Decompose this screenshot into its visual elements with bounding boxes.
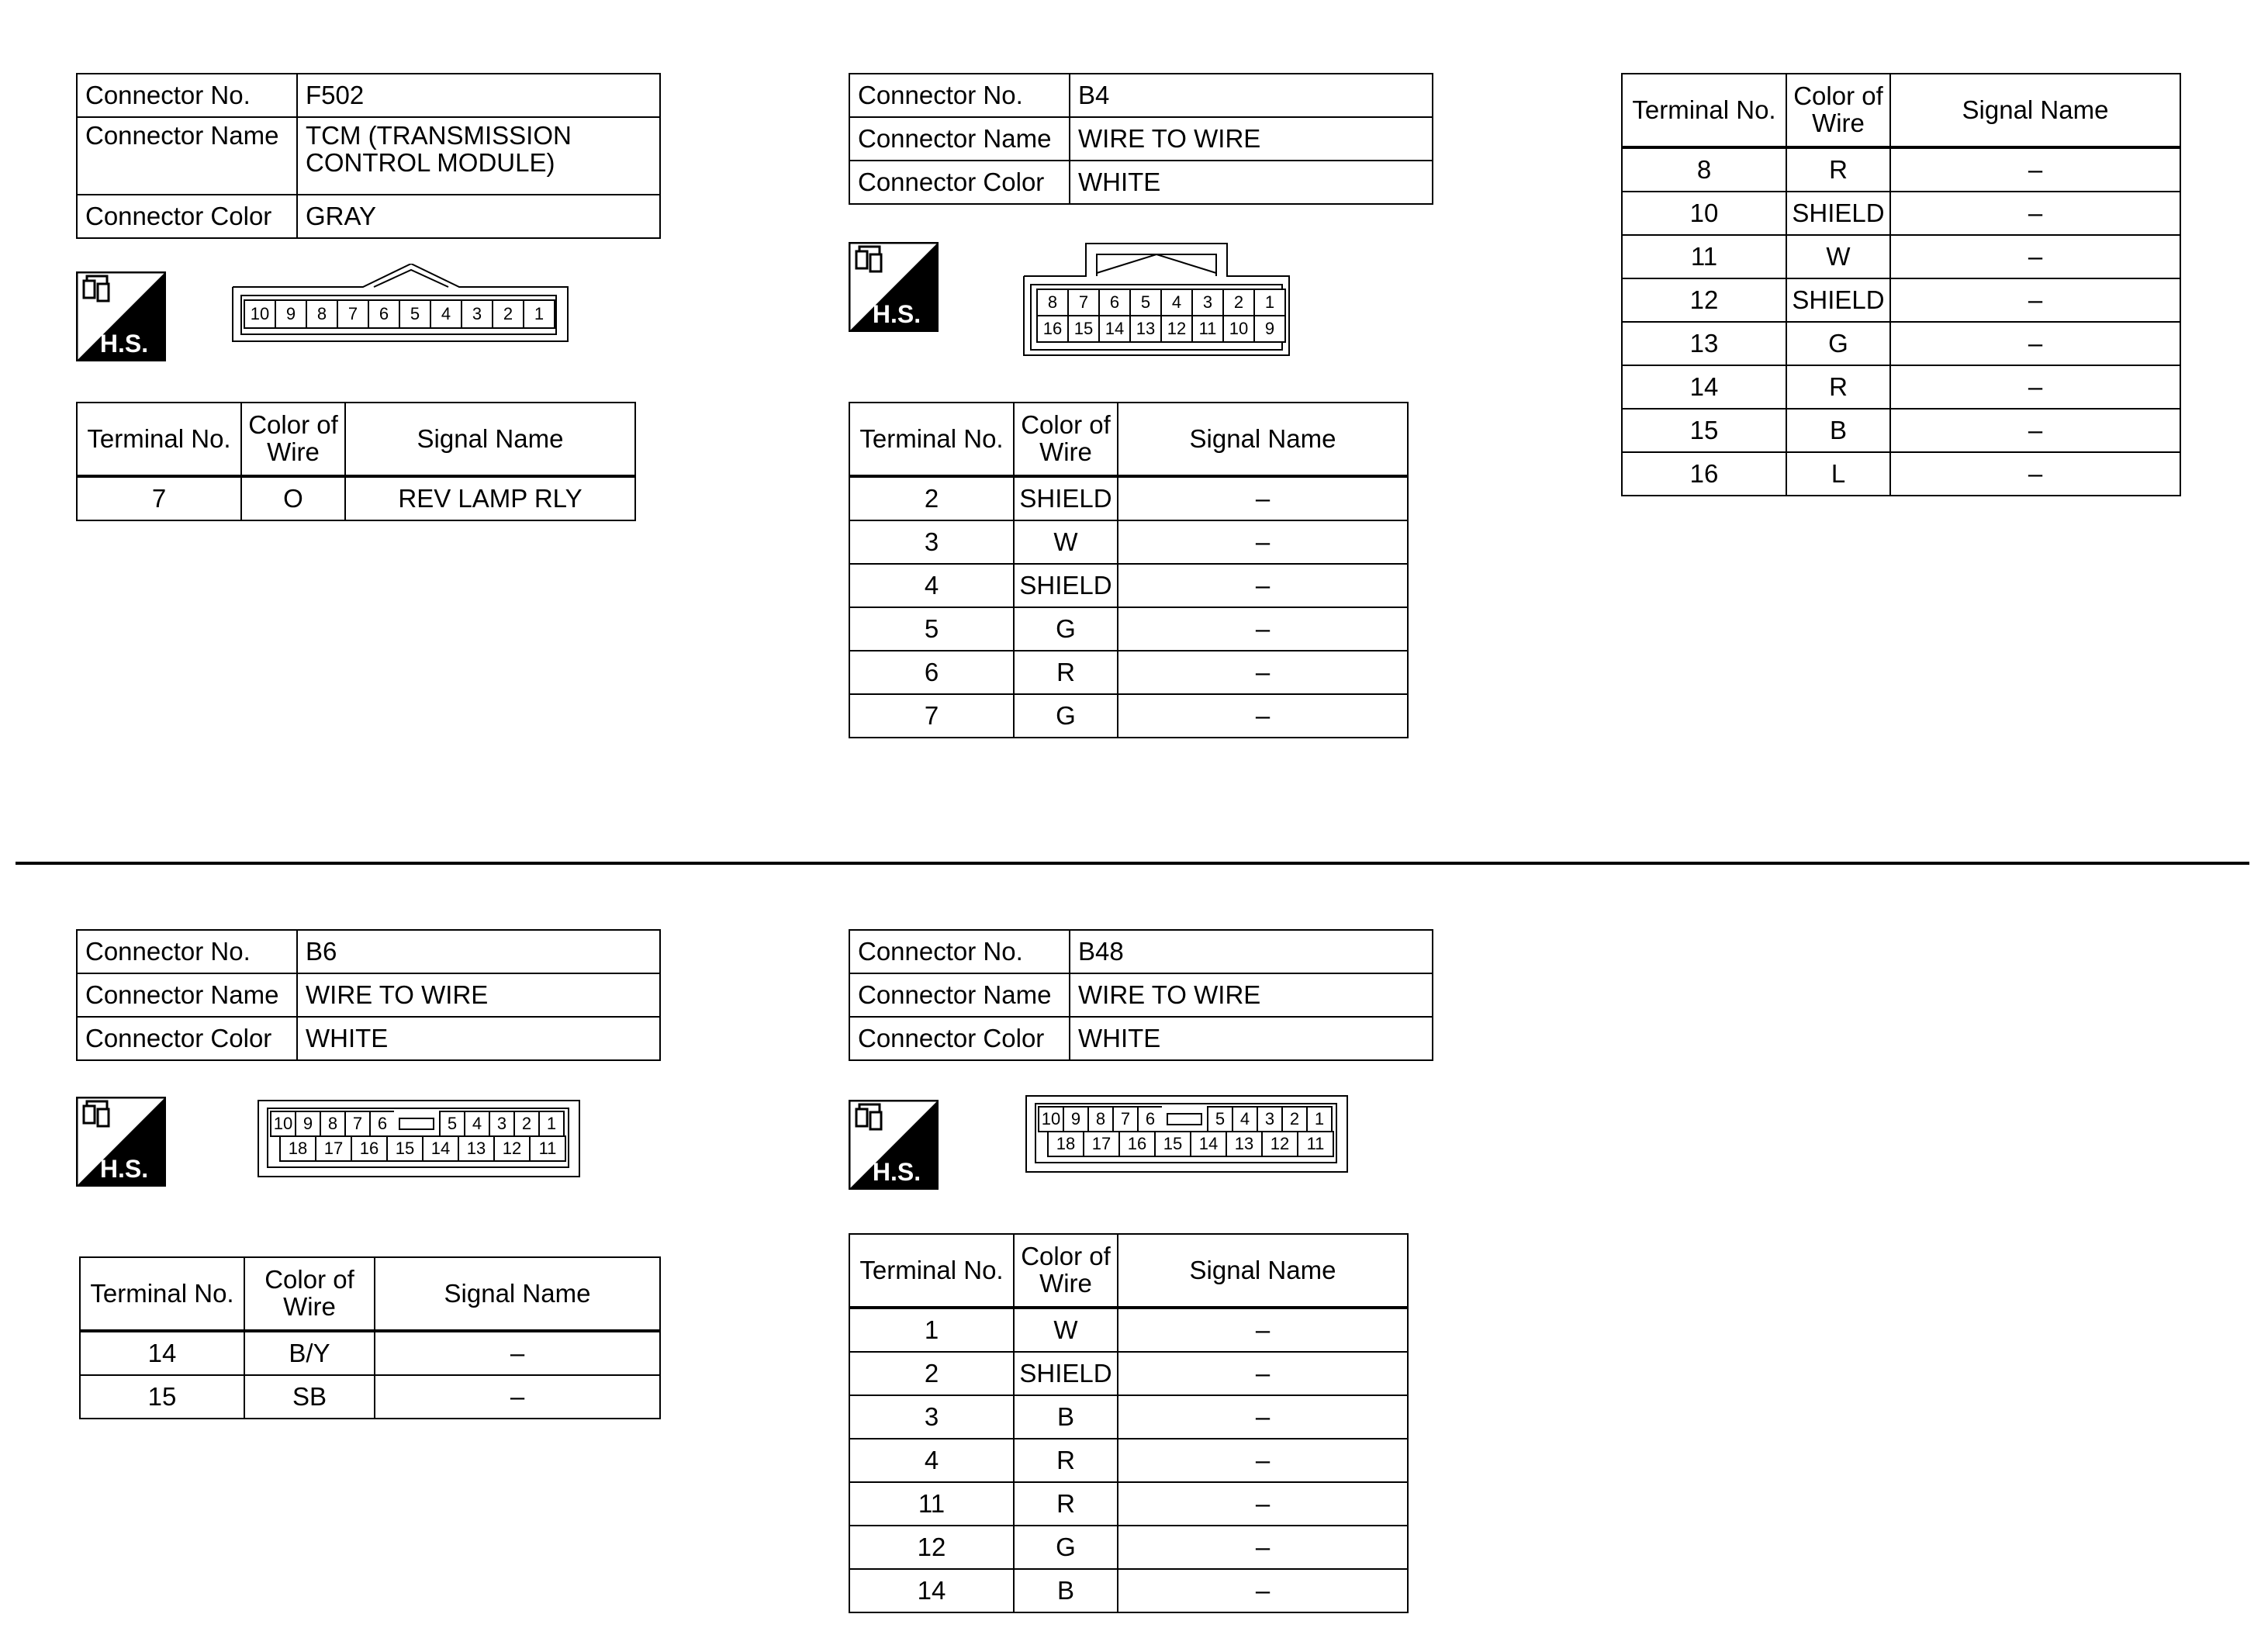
signal-name: – [1118, 651, 1408, 694]
wire-color: B [1786, 409, 1890, 452]
connector-pin: 3 [1191, 289, 1224, 316]
terminal-no: 5 [849, 607, 1014, 651]
wire-color: R [1014, 1482, 1118, 1526]
hs-label: H.S. [99, 1155, 149, 1183]
header-terminal-no: Terminal No. [1622, 74, 1786, 147]
wire-color: SHIELD [1786, 192, 1890, 235]
connector-pin: 6 [1098, 289, 1131, 316]
connector-pin: 6 [368, 299, 400, 329]
wire-color: R [1014, 1439, 1118, 1482]
header-signal-name: Signal Name [1890, 74, 2180, 147]
signal-name: – [1118, 1526, 1408, 1569]
lock-slot [394, 1111, 439, 1137]
signal-name: – [1118, 1395, 1408, 1439]
signal-name: – [375, 1331, 660, 1375]
header-signal-name: Signal Name [375, 1257, 660, 1331]
signal-name: – [1890, 322, 2180, 365]
wire-color: SHIELD [1786, 278, 1890, 322]
terminal-no: 3 [849, 520, 1014, 564]
info-label: Connector Name [77, 973, 297, 1017]
connector-pin: 11 [1191, 315, 1224, 343]
table-row [1622, 322, 2180, 365]
wire-color: W [1014, 520, 1118, 564]
connector-pin: 16 [351, 1135, 388, 1162]
wire-color: L [1786, 452, 1890, 496]
table-row [849, 607, 1408, 651]
connector-pin: 10 [1038, 1106, 1064, 1132]
table-row [849, 476, 1408, 520]
terminal-no: 14 [80, 1331, 244, 1375]
terminal-no: 12 [1622, 278, 1786, 322]
connector-pin: 12 [1261, 1131, 1298, 1157]
hs-label: H.S. [872, 1158, 921, 1186]
connector-name-value: TCM (TRANSMISSION CONTROL MODULE) [297, 117, 660, 195]
wire-color: B/Y [244, 1331, 375, 1375]
header-color-of-wire: Color of Wire [1014, 1234, 1118, 1308]
connector-pin: 9 [295, 1111, 321, 1137]
connector-pin: 17 [1083, 1131, 1120, 1157]
connector-pin: 3 [461, 299, 493, 329]
header-signal-name: Signal Name [1118, 403, 1408, 476]
connector-name-value: WIRE TO WIRE [1070, 973, 1433, 1017]
connector-pin: 7 [1067, 289, 1100, 316]
f502-connector-diagram [231, 264, 569, 343]
table-row [849, 694, 1408, 738]
connector-pin: 4 [1232, 1106, 1258, 1132]
signal-name: – [1890, 409, 2180, 452]
b48-connector-diagram [1025, 1095, 1348, 1173]
table-row [849, 651, 1408, 694]
connector-pin: 16 [1118, 1131, 1156, 1157]
connector-pin: 6 [1137, 1106, 1163, 1132]
connector-pin: 2 [1222, 289, 1255, 316]
table-row [849, 520, 1408, 564]
connector-color-value: GRAY [297, 195, 660, 238]
terminal-no: 14 [849, 1569, 1014, 1612]
terminal-no: 11 [849, 1482, 1014, 1526]
connector-pin: 17 [315, 1135, 352, 1162]
lock-slot-bar [1167, 1113, 1202, 1125]
lock-slot-bar [399, 1118, 434, 1130]
connector-color-value: WHITE [1070, 1017, 1433, 1060]
harness-side-icon [849, 242, 939, 332]
table-row [1622, 409, 2180, 452]
info-label: Connector Color [849, 1017, 1070, 1060]
terminal-no: 12 [849, 1526, 1014, 1569]
connector-pin: 4 [430, 299, 462, 329]
b48-info-table [849, 929, 1433, 1061]
b4-info-table [849, 73, 1433, 205]
table-row [849, 1395, 1408, 1439]
wire-color: SHIELD [1014, 476, 1118, 520]
terminal-no: 11 [1622, 235, 1786, 278]
connector-pin: 7 [1112, 1106, 1139, 1132]
section-divider [16, 862, 2249, 865]
connector-pin: 12 [493, 1135, 531, 1162]
terminal-no: 2 [849, 476, 1014, 520]
header-signal-name: Signal Name [345, 403, 635, 476]
b4-connector-diagram [1022, 242, 1291, 357]
b6-info-table [76, 929, 661, 1061]
connector-pin: 1 [538, 1111, 565, 1137]
connector-color-value: WHITE [1070, 161, 1433, 204]
f502-terminal-table [76, 402, 636, 521]
connector-pin: 5 [1207, 1106, 1233, 1132]
terminal-no: 4 [849, 564, 1014, 607]
signal-name: – [1118, 476, 1408, 520]
connector-pin: 15 [1154, 1131, 1191, 1157]
terminal-no: 2 [849, 1352, 1014, 1395]
signal-name: REV LAMP RLY [345, 476, 635, 520]
connector-pin: 14 [1190, 1131, 1227, 1157]
signal-name: – [1118, 1352, 1408, 1395]
terminal-no: 7 [849, 694, 1014, 738]
f502-info-table [76, 73, 661, 239]
table-row [1622, 278, 2180, 322]
table-row [849, 1526, 1408, 1569]
connector-pin: 9 [1253, 315, 1286, 343]
signal-name: – [375, 1375, 660, 1419]
terminal-no: 3 [849, 1395, 1014, 1439]
signal-name: – [1118, 1439, 1408, 1482]
connector-pin: 8 [306, 299, 338, 329]
connector-pin: 11 [529, 1135, 566, 1162]
connector-pin: 11 [1297, 1131, 1334, 1157]
header-signal-name: Signal Name [1118, 1234, 1408, 1308]
table-row [1622, 365, 2180, 409]
signal-name: – [1118, 1308, 1408, 1352]
wire-color: R [1014, 651, 1118, 694]
connector-pin: 1 [1253, 289, 1286, 316]
signal-name: – [1118, 1569, 1408, 1612]
header-terminal-no: Terminal No. [80, 1257, 244, 1331]
signal-name: – [1118, 520, 1408, 564]
info-label: Connector Name [849, 973, 1070, 1017]
connector-pin: 2 [1281, 1106, 1308, 1132]
header-color-of-wire: Color of Wire [1786, 74, 1890, 147]
terminal-no: 14 [1622, 365, 1786, 409]
header-terminal-no: Terminal No. [77, 403, 241, 476]
terminal-no: 10 [1622, 192, 1786, 235]
connector-pin: 14 [1098, 315, 1131, 343]
header-terminal-no: Terminal No. [849, 403, 1014, 476]
info-label: Connector No. [77, 74, 297, 117]
connector-pin: 4 [1160, 289, 1193, 316]
wire-color: SHIELD [1014, 1352, 1118, 1395]
table-row [849, 564, 1408, 607]
table-row [1622, 452, 2180, 496]
terminal-no: 4 [849, 1439, 1014, 1482]
connector-pin: 15 [1067, 315, 1100, 343]
wire-color: G [1014, 607, 1118, 651]
connector-pin: 4 [464, 1111, 490, 1137]
terminal-no: 7 [77, 476, 241, 520]
wire-color: G [1786, 322, 1890, 365]
connector-pin: 10 [270, 1111, 296, 1137]
b48-terminal-table [849, 1233, 1409, 1613]
connector-no-value: F502 [297, 74, 660, 117]
connector-pin: 15 [386, 1135, 424, 1162]
header-color-of-wire: Color of Wire [244, 1257, 375, 1331]
info-label: Connector Color [77, 195, 297, 238]
wire-color: R [1786, 147, 1890, 192]
connector-color-value: WHITE [297, 1017, 660, 1060]
connector-pin: 1 [1306, 1106, 1333, 1132]
harness-side-icon [76, 271, 166, 361]
terminal-no: 15 [1622, 409, 1786, 452]
connector-pin: 13 [1226, 1131, 1263, 1157]
connector-pin: 5 [399, 299, 431, 329]
terminal-no: 8 [1622, 147, 1786, 192]
terminal-no: 16 [1622, 452, 1786, 496]
wire-color: G [1014, 1526, 1118, 1569]
connector-pin: 7 [344, 1111, 371, 1137]
signal-name: – [1890, 235, 2180, 278]
connector-name-value: WIRE TO WIRE [297, 973, 660, 1017]
connector-pin: 8 [1036, 289, 1069, 316]
signal-name: – [1118, 564, 1408, 607]
info-label: Connector Color [849, 161, 1070, 204]
signal-name: – [1890, 192, 2180, 235]
wire-color: SB [244, 1375, 375, 1419]
wire-color: W [1786, 235, 1890, 278]
hs-label: H.S. [872, 300, 921, 328]
connector-pin: 9 [275, 299, 307, 329]
connector-no-value: B6 [297, 930, 660, 973]
table-row [1622, 235, 2180, 278]
connector-pin: 5 [439, 1111, 465, 1137]
wire-color: SHIELD [1014, 564, 1118, 607]
connector-pin: 8 [1087, 1106, 1114, 1132]
connector-pin: 13 [458, 1135, 495, 1162]
connector-pin: 7 [337, 299, 369, 329]
header-color-of-wire: Color of Wire [1014, 403, 1118, 476]
connector-pin: 10 [244, 299, 276, 329]
connector-pin: 2 [513, 1111, 540, 1137]
wire-color: G [1014, 694, 1118, 738]
connector-pin: 13 [1129, 315, 1162, 343]
connector-no-value: B48 [1070, 930, 1433, 973]
signal-name: – [1890, 278, 2180, 322]
connector-pin: 1 [523, 299, 555, 329]
connector-pin: 10 [1222, 315, 1255, 343]
table-row [1622, 147, 2180, 192]
wire-color: B [1014, 1395, 1118, 1439]
signal-name: – [1890, 452, 2180, 496]
connector-pin: 8 [320, 1111, 346, 1137]
terminal-no: 13 [1622, 322, 1786, 365]
header-color-of-wire: Color of Wire [241, 403, 345, 476]
connector-pin: 3 [1257, 1106, 1283, 1132]
info-label: Connector Color [77, 1017, 297, 1060]
header-terminal-no: Terminal No. [849, 1234, 1014, 1308]
table-row [77, 476, 635, 520]
connector-pin: 18 [279, 1135, 316, 1162]
b4-terminal-table-continued [1621, 73, 2181, 496]
signal-name: – [1118, 1482, 1408, 1526]
harness-side-icon [76, 1097, 166, 1187]
lock-slot [1162, 1106, 1207, 1132]
connector-name-value: WIRE TO WIRE [1070, 117, 1433, 161]
info-label: Connector No. [849, 930, 1070, 973]
table-row [849, 1308, 1408, 1352]
info-label: Connector No. [77, 930, 297, 973]
connector-pin: 18 [1047, 1131, 1084, 1157]
wire-color: O [241, 476, 345, 520]
b6-terminal-table [79, 1256, 661, 1419]
connector-pin: 5 [1129, 289, 1162, 316]
signal-name: – [1118, 694, 1408, 738]
info-label: Connector No. [849, 74, 1070, 117]
signal-name: – [1890, 365, 2180, 409]
b6-connector-diagram [258, 1100, 580, 1177]
table-row [849, 1569, 1408, 1612]
table-row [849, 1352, 1408, 1395]
connector-pin: 3 [489, 1111, 515, 1137]
connector-pin: 6 [369, 1111, 396, 1137]
wire-color: W [1014, 1308, 1118, 1352]
connector-pin: 2 [492, 299, 524, 329]
wire-color: R [1786, 365, 1890, 409]
harness-side-icon [849, 1100, 939, 1190]
wire-color: B [1014, 1569, 1118, 1612]
connector-pin: 12 [1160, 315, 1193, 343]
hs-label: H.S. [99, 330, 149, 358]
table-row [849, 1439, 1408, 1482]
terminal-no: 6 [849, 651, 1014, 694]
table-row [1622, 192, 2180, 235]
connector-no-value: B4 [1070, 74, 1433, 117]
connector-pin: 16 [1036, 315, 1069, 343]
terminal-no: 1 [849, 1308, 1014, 1352]
b4-terminal-table [849, 402, 1409, 738]
signal-name: – [1890, 147, 2180, 192]
info-label: Connector Name [77, 117, 297, 195]
table-row [80, 1375, 660, 1419]
connector-pin: 14 [422, 1135, 459, 1162]
info-label: Connector Name [849, 117, 1070, 161]
terminal-no: 15 [80, 1375, 244, 1419]
signal-name: – [1118, 607, 1408, 651]
connector-pin: 9 [1063, 1106, 1089, 1132]
table-row [80, 1331, 660, 1375]
table-row [849, 1482, 1408, 1526]
